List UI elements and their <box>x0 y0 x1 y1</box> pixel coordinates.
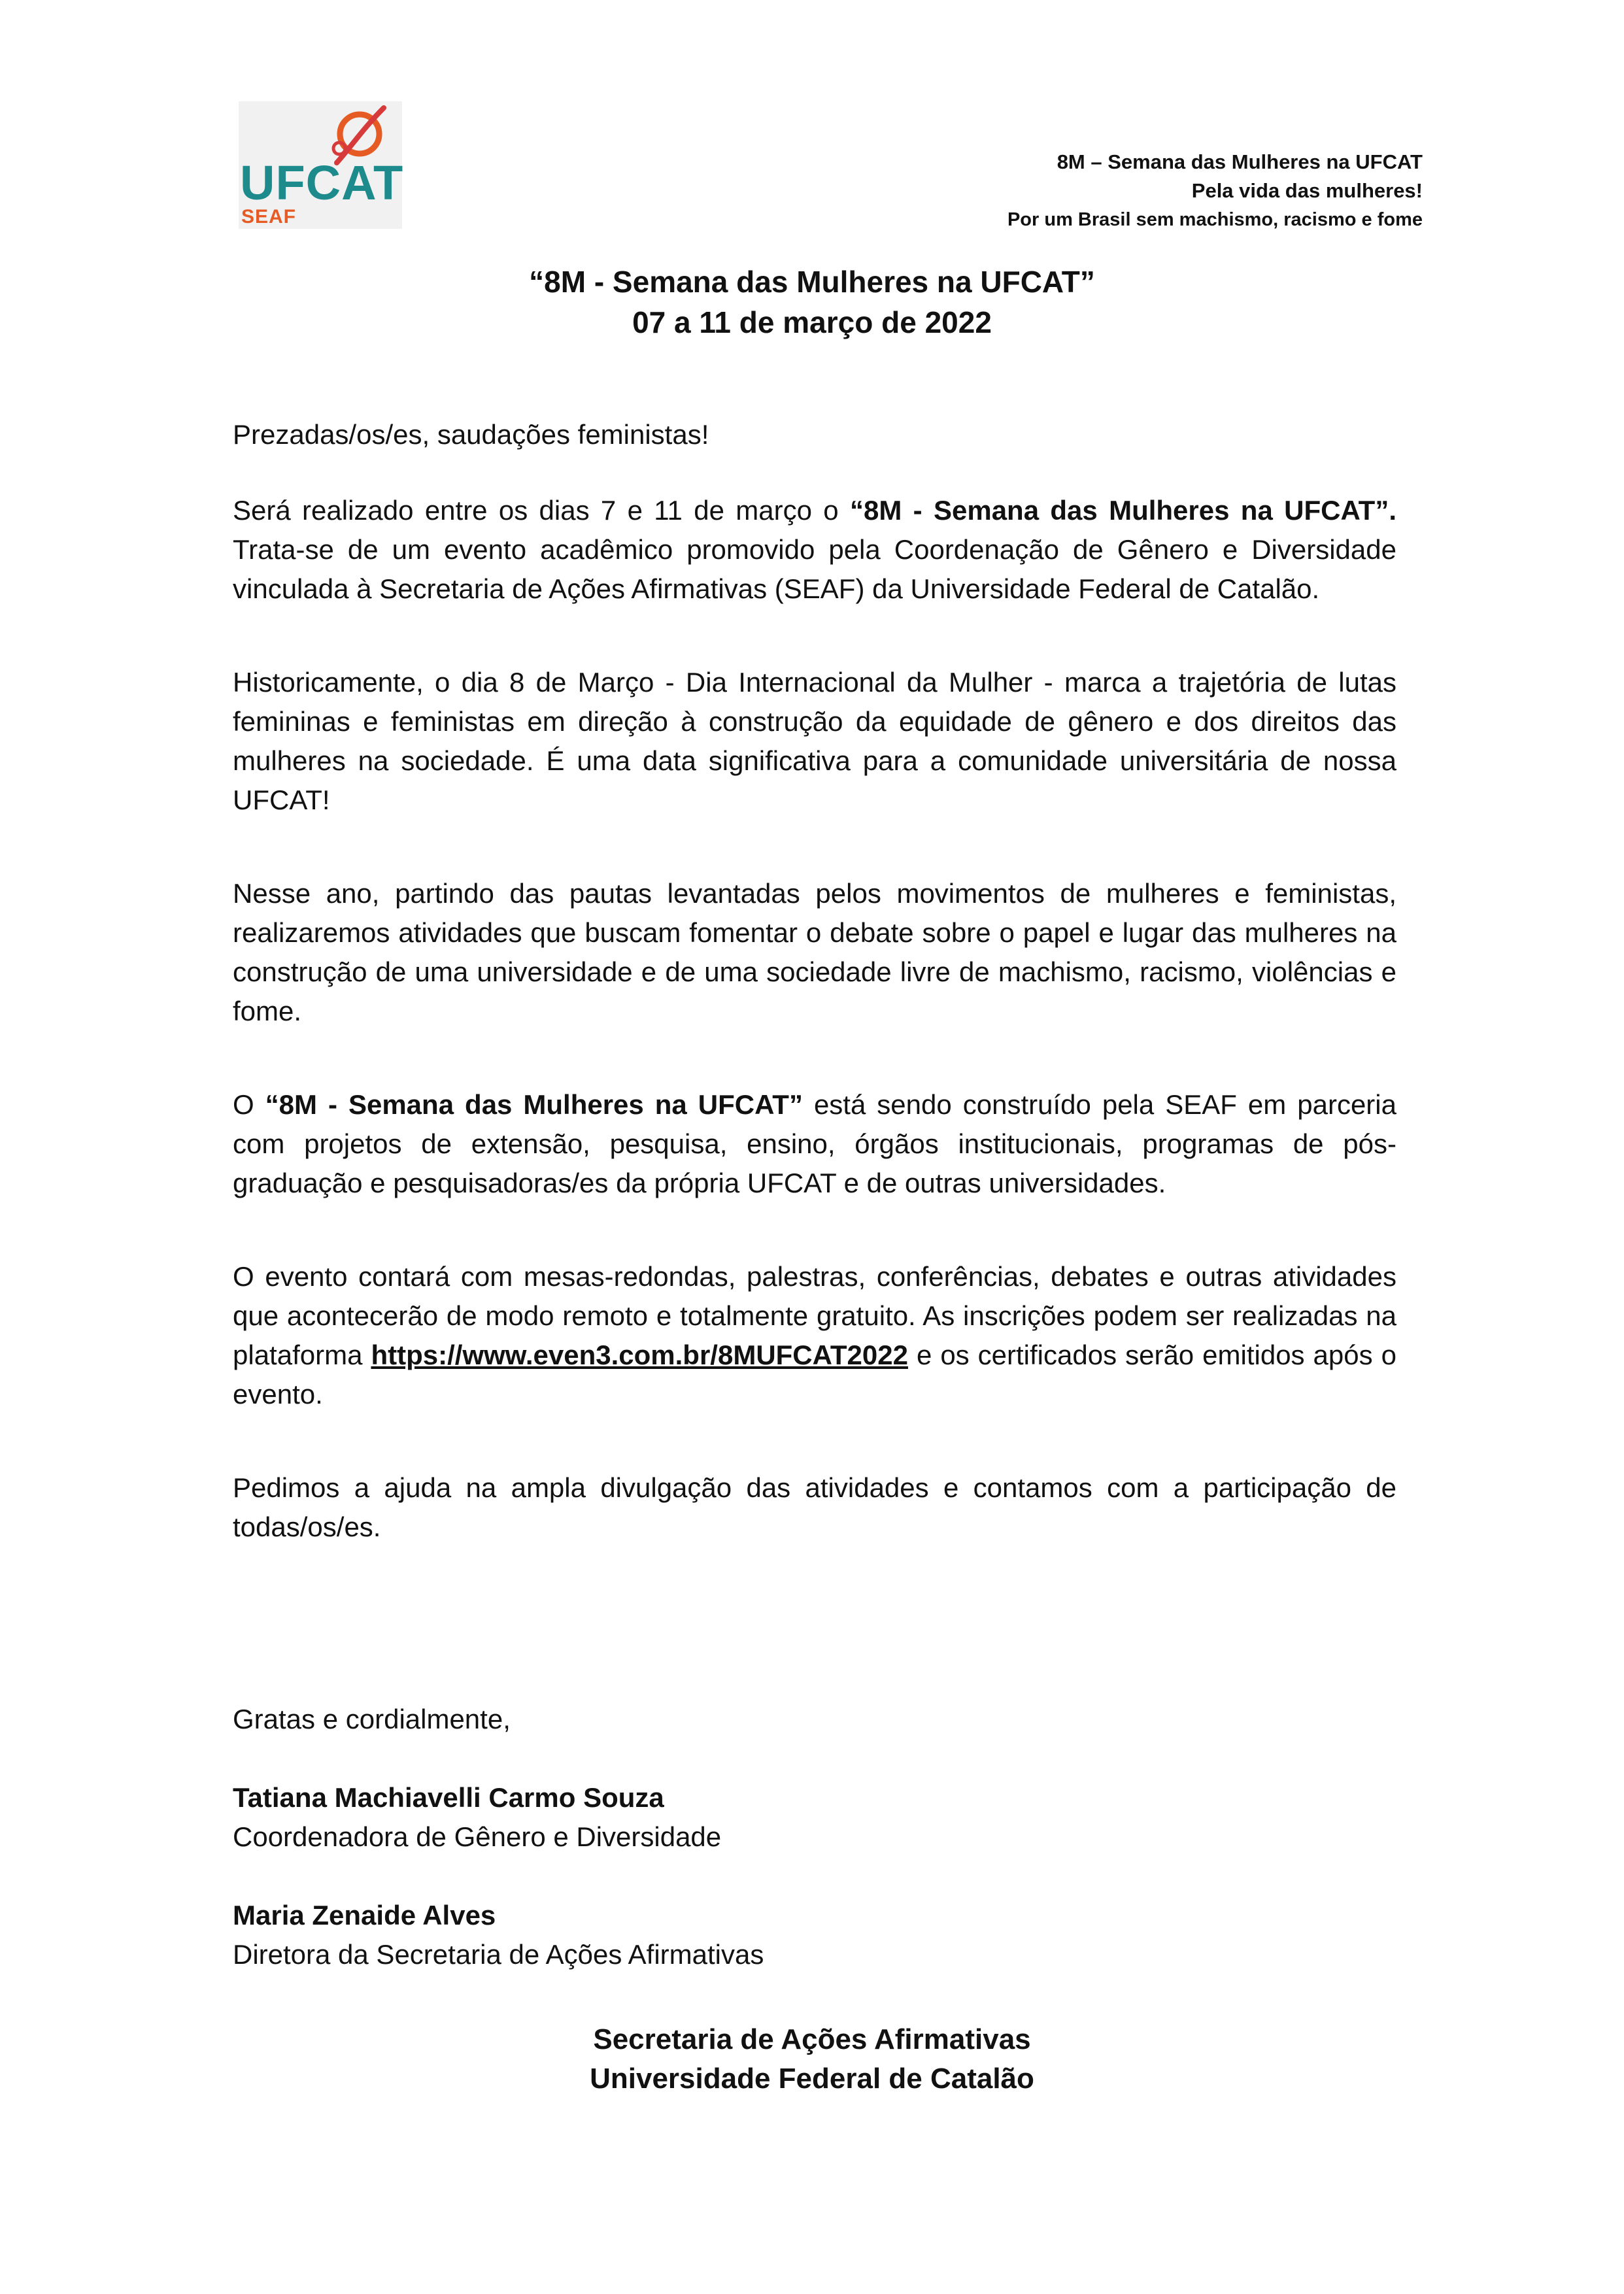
header-line-2: Pela vida das mulheres! <box>1191 179 1423 202</box>
document-title <box>0 261 1624 343</box>
paragraph-2: Historicamente, o dia 8 de Março - Dia Internacional da Mulher - marca a trajetória de lutas femininas e feministas em direção à construção da equidade de gênero e dos direitos das mulheres na sociedade. É uma data significativa para a comunidade universitária de nossa UFCAT! <box>233 667 1396 815</box>
p1-text-end: Trata-se de um evento acadêmico promovido pela Coordenação de Gênero e Diversidade vinculada à Secretaria de Ações Afirmativas (SEAF) da Universidade Federal de Catalão. <box>233 534 1396 604</box>
closing-line: Gratas e cordialmente, <box>233 1704 511 1734</box>
title-date: 07 a 11 de março de 2022 <box>632 305 992 339</box>
registration-link[interactable]: https://www.even3.com.br/8MUFCAT2022 <box>371 1340 908 1370</box>
paragraph-3: Nesse ano, partindo das pautas levantadas pelos movimentos de mulheres e feministas, realizaremos atividades que buscam fomentar o debate sobre o papel e lugar das mulheres na construção de uma universidade e de uma sociedade livre de machismo, racismo, violências e fome. <box>233 878 1396 1026</box>
p1-text: Será realizado entre os dias 7 e 11 de março o <box>233 495 850 526</box>
p5-text: O evento contará com mesas-redondas, palestras, conferências, debates e outras atividades que acontecerão de modo remoto e totalmente gratuito. As inscrições podem ser realizadas na plataforma <box>233 1261 1396 1370</box>
header-line-3: Por um Brasil sem machismo, racismo e fome <box>1007 209 1423 230</box>
logo-brand-text: UFCAT <box>240 156 404 210</box>
header-line-1: 8M – Semana das Mulheres na UFCAT <box>1057 150 1423 173</box>
greeting: Prezadas/os/es, saudações feministas! <box>233 419 709 450</box>
signature-role: Diretora da Secretaria de Ações Afirmativas <box>233 1939 764 1970</box>
header-slogan <box>1007 148 1423 234</box>
logo-sub-text: SEAF <box>241 206 297 228</box>
footer-line-2: Universidade Federal de Catalão <box>590 2063 1034 2095</box>
p5-text-end: e os certificados serão emitidos após o evento. <box>233 1340 1396 1409</box>
footer-line-1: Secretaria de Ações Afirmativas <box>593 2023 1031 2055</box>
p4-text: O <box>233 1089 265 1120</box>
title-line-1: “8M - Semana das Mulheres na UFCAT” <box>529 265 1095 299</box>
paragraph-4 <box>233 1085 1396 1203</box>
p4-event-name: “8M - Semana das Mulheres na UFCAT” <box>265 1089 803 1120</box>
signature-1 <box>233 1778 721 1857</box>
p4-text-end: está sendo construído pela SEAF em parceria com projetos de extensão, pesquisa, ensino, órgãos institucionais, programas de pós-graduação e pesquisadoras/es da própria UFCAT e de outras universidades. <box>233 1089 1396 1198</box>
paragraph-1 <box>233 491 1396 609</box>
p1-event-name: “8M - Semana das Mulheres na UFCAT”. <box>849 495 1396 526</box>
signature-name: Maria Zenaide Alves <box>233 1900 496 1931</box>
signature-role: Coordenadora de Gênero e Diversidade <box>233 1821 722 1852</box>
paragraph-6: Pedimos a ajuda na ampla divulgação das atividades e contamos com a participação de todas/os/es. <box>233 1472 1396 1542</box>
signature-2 <box>233 1896 764 1974</box>
ufcat-logo <box>239 101 402 229</box>
paragraph-5 <box>233 1257 1396 1414</box>
footer-institution <box>0 2020 1624 2099</box>
letter-body <box>233 415 1396 1601</box>
signature-name: Tatiana Machiavelli Carmo Souza <box>233 1782 664 1813</box>
